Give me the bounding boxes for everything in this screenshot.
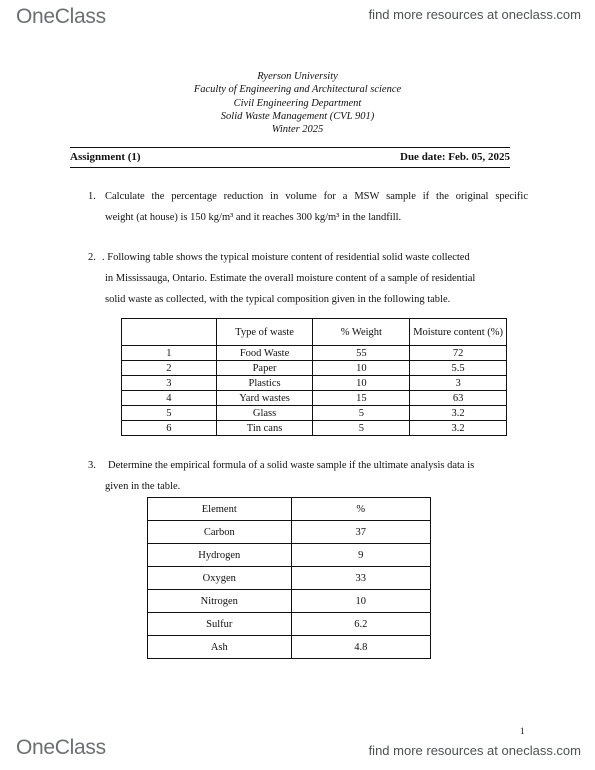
table-row	[122, 376, 507, 391]
question-text-line: in Mississauga, Ontario. Estimate the overall moisture content of a sample of residential	[105, 273, 476, 284]
document-header	[0, 70, 595, 136]
table-cell: Plastics	[216, 376, 313, 391]
question-text-line: given in the table.	[105, 481, 181, 492]
question-number: 3.	[88, 460, 96, 471]
question-1	[88, 186, 528, 228]
oneclass-logo-bottom[interactable]: OneClass	[16, 736, 106, 759]
table-cell: 6.2	[291, 613, 430, 636]
course-name: Solid Waste Management (CVL 901)	[220, 110, 375, 122]
table-cell: 37	[291, 521, 430, 544]
table-cell: 5	[313, 406, 410, 421]
table-row	[148, 613, 431, 636]
table-row	[122, 361, 507, 376]
table-cell: 15	[313, 391, 410, 406]
question-number: 2.	[88, 252, 96, 263]
table-row	[148, 567, 431, 590]
table-header-row	[148, 498, 431, 521]
table-header-cell: Element	[148, 498, 292, 521]
table-cell: 3.2	[410, 406, 507, 421]
table-cell: 10	[313, 361, 410, 376]
table-cell: 3	[410, 376, 507, 391]
table-cell: Hydrogen	[148, 544, 292, 567]
table-cell: 5	[122, 406, 217, 421]
table-row	[148, 521, 431, 544]
table-row	[122, 346, 507, 361]
table-cell: 72	[410, 346, 507, 361]
header-rule-top	[70, 147, 510, 148]
table-cell: 10	[313, 376, 410, 391]
table-header-cell: Moisture content (%)	[410, 319, 507, 346]
question-text-line: weight (at house) is 150 kg/m³ and it reaches 300 kg/m³ in the landfill.	[105, 212, 402, 223]
question-3	[88, 455, 528, 497]
table-cell: Glass	[216, 406, 313, 421]
header-rule-bottom	[70, 167, 510, 168]
table-row	[122, 406, 507, 421]
find-resources-link-bottom[interactable]: find more resources at oneclass.com	[368, 743, 581, 758]
table-row	[148, 544, 431, 567]
ultimate-analysis-table	[147, 497, 431, 659]
table-cell: Paper	[216, 361, 313, 376]
table-cell: 10	[291, 590, 430, 613]
table-row	[148, 590, 431, 613]
table-cell: 55	[313, 346, 410, 361]
question-text-line: solid waste as collected, with the typical composition given in the following table.	[105, 294, 451, 305]
question-text-line: Determine the empirical formula of a solid waste sample if the ultimate analysis data is	[108, 460, 475, 471]
table-row	[122, 391, 507, 406]
table-cell: 3.2	[410, 421, 507, 436]
table-cell: Oxygen	[148, 567, 292, 590]
table-header-row	[122, 319, 507, 346]
table-cell: Yard wastes	[216, 391, 313, 406]
top-banner	[0, 0, 595, 32]
table-row	[148, 636, 431, 659]
table-cell: 33	[291, 567, 430, 590]
table-header-cell: Type of waste	[216, 319, 313, 346]
table-cell: 63	[410, 391, 507, 406]
table-cell: 9	[291, 544, 430, 567]
assignment-title: Assignment (1)	[70, 151, 141, 163]
table-cell: Nitrogen	[148, 590, 292, 613]
find-resources-link[interactable]: find more resources at oneclass.com	[368, 7, 581, 22]
table-cell: Food Waste	[216, 346, 313, 361]
table-cell: Sulfur	[148, 613, 292, 636]
question-text-line: . Following table shows the typical moisture content of residential solid waste collected	[102, 252, 470, 263]
table-header-cell: %	[291, 498, 430, 521]
department-name: Civil Engineering Department	[233, 97, 362, 109]
due-date: Due date: Feb. 05, 2025	[400, 151, 510, 163]
table-header-cell	[122, 319, 217, 346]
table-cell: 4	[122, 391, 217, 406]
question-number: 1.	[88, 191, 96, 202]
table-cell: 3	[122, 376, 217, 391]
oneclass-logo[interactable]: OneClass	[16, 5, 106, 28]
table-header-cell: % Weight	[313, 319, 410, 346]
page-number: 1	[520, 726, 525, 736]
table-cell: 2	[122, 361, 217, 376]
table-cell: Tin cans	[216, 421, 313, 436]
table-cell: Ash	[148, 636, 292, 659]
term: Winter 2025	[271, 124, 324, 136]
assignment-line	[70, 151, 510, 163]
table-row	[122, 421, 507, 436]
table-cell: Carbon	[148, 521, 292, 544]
table-cell: 5	[313, 421, 410, 436]
table-cell: 6	[122, 421, 217, 436]
table-cell: 5.5	[410, 361, 507, 376]
university-name: Ryerson University	[257, 71, 338, 82]
faculty-name: Faculty of Engineering and Architectural science	[193, 84, 402, 96]
question-2	[88, 247, 528, 310]
moisture-table	[121, 318, 507, 436]
question-text-line: Calculate the percentage reduction in volume for a MSW sample if the original specific	[105, 191, 528, 202]
table-cell: 1	[122, 346, 217, 361]
table-cell: 4.8	[291, 636, 430, 659]
